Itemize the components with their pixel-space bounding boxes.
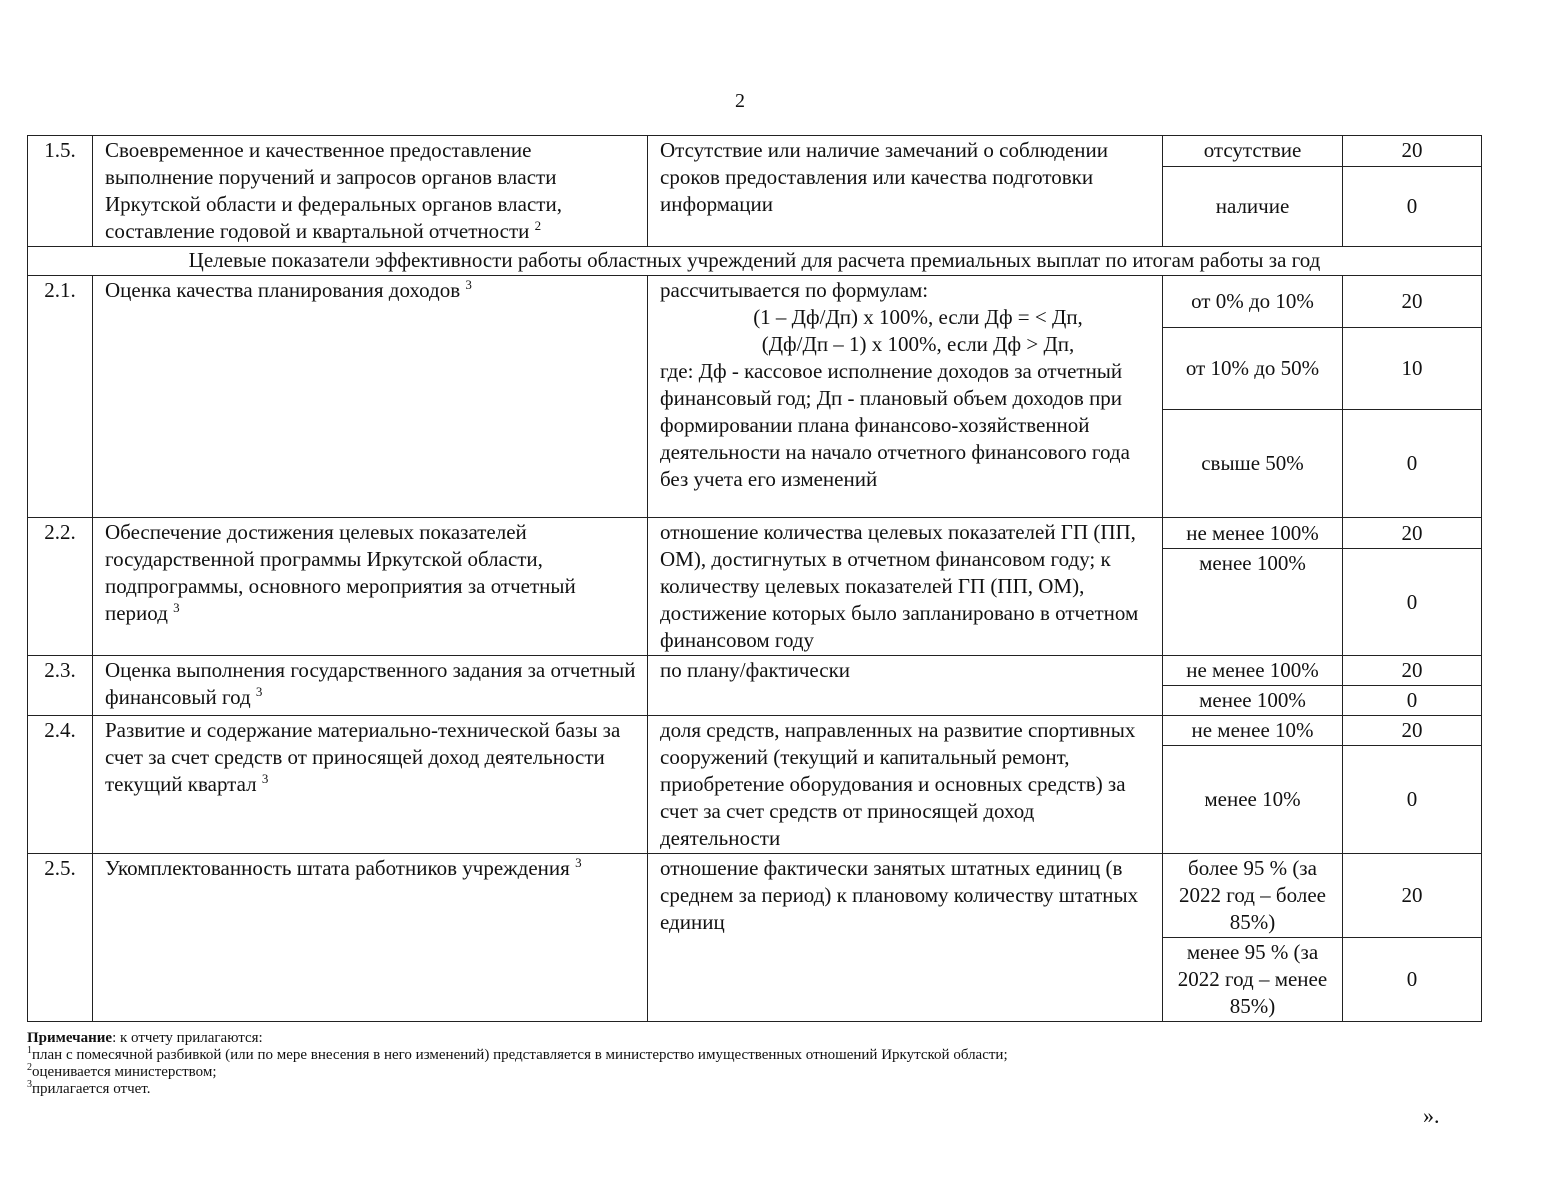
criterion-value: от 0% до 10% — [1163, 276, 1343, 328]
footnote-ref: 3 — [575, 855, 582, 870]
criterion-value: наличие — [1163, 166, 1343, 246]
indicator-criterion: Отсутствие или наличие замечаний о соблюдении сроков предоставления или качества подготовки информации — [648, 136, 1163, 247]
table-row — [28, 136, 1482, 167]
criterion-value: более 95 % (за 2022 год – более 85%) — [1163, 854, 1343, 938]
criterion-value: от 10% до 50% — [1163, 328, 1343, 410]
footnote-3: $^3$прилагается отчет. — [27, 1079, 151, 1097]
footnote-ref: 3 — [255, 684, 263, 699]
indicator-criterion: по плану/фактически — [648, 656, 1163, 716]
row-number: 2.3. — [28, 656, 93, 716]
section-header-row — [28, 247, 1482, 276]
row-number: 2.4. — [28, 716, 93, 854]
criterion-value: менее 100% — [1163, 686, 1343, 716]
criterion-points: 0 — [1343, 938, 1482, 1022]
criterion-value: отсутствие — [1163, 136, 1343, 167]
notes-title: Примечание — [27, 1030, 113, 1046]
indicator-criterion: доля средств, направленных на развитие спортивных сооружений (текущий и капитальный ремонт, приобретение оборудования и основных средств) за счет за счет средств от приносящей доход деятельности — [648, 716, 1163, 854]
notes-section — [27, 1030, 1008, 1098]
indicator-description: Оценка качества планирования доходов $^3$ — [93, 276, 648, 518]
footnote-ref: 3 — [261, 771, 269, 786]
criterion-value: не менее 10% — [1163, 716, 1343, 746]
notes-heading: Примечание: к отчету прилагаются: — [27, 1030, 263, 1046]
indicator-criterion: рассчитывается по формулам: (1 – Дф/Дп) х 100%, если Дф = < Дп, (Дф/Дп – 1) х 100%, если Дф > Дп, где: Дф - кассовое исполнение доходов за отчетный финансовый год; Дп - плановый объем доходов при формировании плана финансово-хозяйственной деятельности на начало отчетного финансового года без учета его изменений — [648, 276, 1163, 518]
indicator-description: Своевременное и качественное предоставление выполнение поручений и запросов органов власти Иркутской области и федеральных органов власти, составление годовой и квартальной отчетности $^2$ — [93, 136, 648, 247]
indicator-description: Оценка выполнения государственного задания за отчетный финансовый год $^3$ — [93, 656, 648, 716]
indicator-description: Укомплектованность штата работников учреждения $^3$ — [93, 854, 648, 1022]
criterion-points: 20 — [1343, 854, 1482, 938]
indicator-criterion: отношение фактически занятых штатных единиц (в среднем за период) к плановому количеству штатных единиц — [648, 854, 1163, 1022]
footnote-ref: 3 — [465, 277, 472, 292]
formula-line: (1 – Дф/Дп) х 100%, если Дф = < Дп, — [753, 305, 1083, 329]
row-number: 2.2. — [28, 518, 93, 656]
footnote-ref: 2 — [534, 218, 542, 233]
criterion-value: не менее 100% — [1163, 518, 1343, 549]
table-row — [28, 656, 1482, 686]
page-number: 2 — [735, 90, 745, 112]
criterion-points: 0 — [1343, 746, 1482, 854]
table-row — [28, 518, 1482, 549]
row-number: 2.5. — [28, 854, 93, 1022]
criterion-points: 20 — [1343, 716, 1482, 746]
table-row — [28, 854, 1482, 938]
footnote-ref: 3 — [173, 600, 180, 615]
indicator-description: Обеспечение достижения целевых показателей государственной программы Иркутской области, подпрограммы, основного мероприятия за отчетный период $^3$ — [93, 518, 648, 656]
criterion-points: 20 — [1343, 276, 1482, 328]
row-number: 2.1. — [28, 276, 93, 518]
criterion-points: 0 — [1343, 549, 1482, 656]
closing-quote-mark: ». — [1423, 1103, 1440, 1128]
indicator-description: Развитие и содержание материально-технической базы за счет за счет средств от приносящей доход деятельности текущий квартал $^3$ — [93, 716, 648, 854]
formula-line: (Дф/Дп – 1) х 100%, если Дф > Дп, — [761, 332, 1075, 356]
criterion-value: менее 95 % (за 2022 год – менее 85%) — [1163, 938, 1343, 1022]
criterion-points: 0 — [1343, 166, 1482, 246]
footnote-2: $^2$оценивается министерством; — [27, 1062, 217, 1080]
criterion-value: менее 10% — [1163, 746, 1343, 854]
section-title: Целевые показатели эффективности работы областных учреждений для расчета премиальных выплат по итогам работы за год — [28, 247, 1482, 276]
criterion-points: 10 — [1343, 328, 1482, 410]
table-row — [28, 716, 1482, 746]
criterion-points: 20 — [1343, 136, 1482, 167]
criterion-value: не менее 100% — [1163, 656, 1343, 686]
table-row — [28, 276, 1482, 328]
criterion-points: 0 — [1343, 686, 1482, 716]
row-number: 1.5. — [28, 136, 93, 247]
criterion-value: свыше 50% — [1163, 410, 1343, 518]
criterion-points: 0 — [1343, 410, 1482, 518]
footnote-1: $^1$план с помесячной разбивкой (или по мере внесения в него изменений) представляется в министерство имущественных отношений Иркутской области; — [27, 1045, 1008, 1063]
criteria-table — [27, 135, 1482, 1022]
criterion-points: 20 — [1343, 656, 1482, 686]
criterion-points: 20 — [1343, 518, 1482, 549]
criterion-value: менее 100% — [1163, 549, 1343, 656]
indicator-criterion: отношение количества целевых показателей ГП (ПП, ОМ), достигнутых в отчетном финансовом году; к количеству целевых показателей ГП (ПП, ОМ), достижение которых было запланировано в отчетном финансовом году — [648, 518, 1163, 656]
